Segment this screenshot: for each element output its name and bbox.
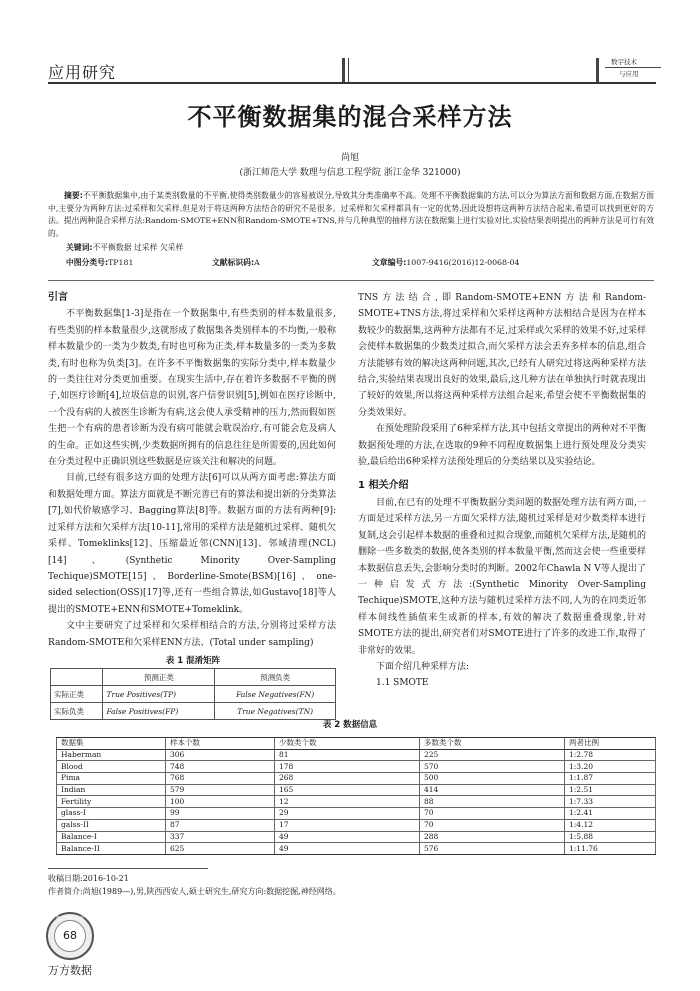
table-cell: 337: [166, 831, 275, 843]
table-row: [57, 749, 656, 761]
table-cell: 1:11.76: [565, 843, 656, 855]
table-cell: 1:4.12: [565, 819, 656, 831]
table-cell: Blood: [57, 761, 166, 773]
table-cell: Fertility: [57, 796, 166, 808]
section-1-heading: 1 相关介绍: [358, 480, 409, 492]
table-cell: 414: [420, 784, 565, 796]
intro-paragraph-1: 不平衡数据集[1-3]是指在一个数据集中,有些类别的样本数量很多,有些类别的样本数量很少,这就形成了数据集各类别样本的不均衡,一般称样本数量少的一类为少数类,有时也可称为正类,样本数量多的一类为多数类,有时也称为负类[3]。在许多不平衡数据集的实际分类中,样本数量少的一类往往对分类更加重要。在现实生活中,存在着许多数据不平衡的例子,如医疗诊断[4],垃圾信息的识别,客户信誉识别[5],例如在医疗诊断中,一个没有病的人被医生诊断为有病,这会使人承受精神的压力,然而假如医生把一个有病的患者诊断为没有病可能就会耽误治疗,有可能会危及病人的生命。正如这些实例,少类数据所拥有的信息往往是所需要的,因此如何在分类过程中正确识别这些数据是应该关注和解决的问题。: [48, 309, 336, 468]
table-cell: False Positives(FP): [103, 703, 215, 720]
table-cell: 288: [420, 831, 565, 843]
table-cell: 12: [275, 796, 420, 808]
keywords-label: 关键词:: [66, 243, 93, 252]
table-cell: True Negatives(TN): [215, 703, 336, 720]
table-cell: 实际负类: [51, 703, 103, 720]
keywords-text: 不平衡数据 过采样 欠采样: [92, 243, 184, 252]
abstract-label: 摘要:: [64, 191, 83, 200]
table-cell: [51, 669, 103, 686]
table-cell: 81: [275, 749, 420, 761]
right-column: [358, 290, 646, 692]
watermark: 万方数据: [48, 964, 92, 977]
table-cell: 579: [166, 784, 275, 796]
table-cell: 570: [420, 761, 565, 773]
table-header-cell: 两者比例: [565, 738, 656, 750]
table-cell: 1:5.88: [565, 831, 656, 843]
table1-caption: 表 1 混淆矩阵: [165, 656, 221, 666]
header-rule: [48, 82, 656, 84]
article-number: [372, 257, 520, 268]
confusion-matrix-table: [50, 668, 336, 720]
table-cell: Balance-II: [57, 843, 166, 855]
table-cell: 17: [275, 819, 420, 831]
clc-value: TP181: [108, 258, 134, 267]
table-row: [57, 796, 656, 808]
document-code: [212, 257, 260, 268]
left-column: [48, 290, 336, 651]
subsection-heading: 1.1 SMOTE: [376, 678, 429, 689]
table-cell: Indian: [57, 784, 166, 796]
table-cell: 29: [275, 808, 420, 820]
table-cell: 88: [420, 796, 565, 808]
page-number: 68: [54, 920, 86, 952]
table-cell: 748: [166, 761, 275, 773]
table-row: [57, 819, 656, 831]
doc-label: 文献标识码:: [212, 258, 255, 267]
table-cell: 165: [275, 784, 420, 796]
table-row: [57, 843, 656, 855]
article-value: 1007-9416(2016)12-0068-04: [406, 258, 520, 267]
table-cell: 768: [166, 773, 275, 785]
journal-logo-line2: 与应用: [619, 70, 639, 78]
abstract: [48, 190, 654, 240]
table-row: [57, 761, 656, 773]
table-cell: 49: [275, 831, 420, 843]
table-cell: 70: [420, 808, 565, 820]
author-name: 尚旭: [340, 153, 359, 163]
table-cell: True Positives(TP): [103, 686, 215, 703]
intro-paragraph-2: 目前,已经有很多这方面的处理方法[6]可以从两方面考虑:算法方面和数据处理方面。算法方面就是不断完善已有的算法和提出新的分类算法[7],如代价敏感学习、Bagging算法[8]等。数据方面的方法有两种[9]:过采样方法和欠采样方法[10-11],常用的采样方法是随机过采样、随机欠采样、Tomeklinks[12]、压缩最近邻(CNN)[13]、邻域清理(NCL)[14]、(Synthetic Minority Over-Sampling Techique)SMOTE[15]、Borderline-Smote(BSM)[16]、one-sided selection(OSS)[17]等,还有一些组合算法,如Gustavo[18]等人提出的SMOTE+ENN和SMOTE+Tomeklink。: [48, 473, 337, 615]
table-cell: 1:2.51: [565, 784, 656, 796]
table-cell: glass-I: [57, 808, 166, 820]
table-header-row: [57, 738, 656, 750]
table-row: [57, 773, 656, 785]
header-divider: [348, 58, 349, 82]
table-cell: 100: [166, 796, 275, 808]
table-cell: 预测正类: [103, 669, 215, 686]
badge-journal-text: 数字技术与应用: [56, 915, 84, 920]
table-cell: 实际正类: [51, 686, 103, 703]
table-cell: 49: [275, 843, 420, 855]
table-header-cell: 样本个数: [166, 738, 275, 750]
table-row: [57, 831, 656, 843]
received-date: 收稿日期:2016-10-21: [48, 874, 129, 883]
abstract-text: 不平衡数据集中,由于某类别数量的不平衡,使得类别数量少的容易被误分,导致其分类准确率不高。处理不平衡数据集的方法,可以分为算法方面和数据方面,在数据方面中,主要分为两种方法:过采样和欠采样,但是对于将这两种方法结合的研究不是很多。过采样和欠采样都具有一定的优势,因此设想将这两种方法结合起来,希望可以找到更好的方法。提出两种混合采样方法:Random-SMOTE+ENN和Random-SMOTE+TNS,并与几种典型的抽样方法在数据集上进行实验对比,实验结果表明提出的两种方法是可行有效的。: [48, 191, 654, 238]
table-cell: 576: [420, 843, 565, 855]
intro-paragraph-3: 文中主要研究了过采样和欠采样相结合的方法,分别将过采样方法Random-SMOTE和欠采样ENN方法、(Total under sampling): [48, 621, 336, 648]
table-cell: 1:3.20: [565, 761, 656, 773]
table-header-cell: 数据集: [57, 738, 166, 750]
clc-label: 中图分类号:: [66, 258, 109, 267]
table-cell: 87: [166, 819, 275, 831]
table-cell: Pima: [57, 773, 166, 785]
table-row: [51, 703, 336, 720]
meta-rule: [48, 280, 654, 281]
table2-caption: 表 2 数据信息: [322, 720, 378, 730]
body-paragraph: 下面介绍几种采样方法:: [376, 661, 470, 672]
author-bio: 作者简介:尚旭(1989—),男,陕西西安人,硕士研究生,研究方向:数据挖掘,神经网络。: [48, 887, 341, 896]
table-cell: 225: [420, 749, 565, 761]
table2-body: [57, 749, 656, 854]
table-cell: 625: [166, 843, 275, 855]
section-label: 应用研究: [48, 63, 117, 82]
table-cell: Haberman: [57, 749, 166, 761]
body-paragraph: 在预处理阶段采用了6种采样方法,其中包括文章提出的两种对不平衡数据预处理的方法,在选取的9种不同程度数据集上进行预处理及分类实验,最后给出6种采样方法预处理后的分类结果以及实验结论。: [358, 424, 646, 468]
table-cell: 268: [275, 773, 420, 785]
header-divider: [596, 58, 599, 82]
doc-value: A: [254, 258, 260, 267]
keywords: [66, 242, 183, 253]
table-cell: Balance-I: [57, 831, 166, 843]
table-row: [51, 686, 336, 703]
table-cell: 99: [166, 808, 275, 820]
table-cell: 178: [275, 761, 420, 773]
article-title: 不平衡数据集的混合采样方法: [187, 102, 513, 131]
table-row: [57, 784, 656, 796]
table-row: [57, 808, 656, 820]
table-cell: galss-II: [57, 819, 166, 831]
body-paragraph-continued: TNS方法结合,即Random-SMOTE+ENN方法和Random-SMOTE+TNS方法,将过采样和欠采样这两种方法相结合是因为在样本数较少的数据集,这两种方法都有不足,过采样或欠采样的效果不好,过采样会使样本数据集的少数类过拟合,而欠采样方法会丢弃多样本的信息,组合方法能够有效的解决这两种问题,其次,已经有人研究过将这两种采样方法结合,实验结果表现出良好的效果,最后,这几种方法在单独执行时就表现出了较好的效果,所以将这两种采样方法组合起来,希望会使不平衡数据集的分类效果好。: [358, 293, 646, 418]
table-header-cell: 少数类个数: [275, 738, 420, 750]
intro-heading: 引言: [48, 292, 68, 303]
clc-number: [66, 257, 133, 268]
table-header-cell: 多数类个数: [420, 738, 565, 750]
body-paragraph: 目前,在已有的处理不平衡数据分类问题的数据处理方法有两方面,一方面是过采样方法,另一方面欠采样方法,随机过采样是对少数类样本进行复制,这会引起样本数据的重叠和过拟合现象,而随机欠采样方法,是随机的删除一些多数类的数据,使各类别的样本数量平衡,然而这会使一些重要样本数据信息丢失,会影响分类时的判断。2002年Chawla N V等人提出了一种启发式方法:(Synthetic Minority Over-Sampling Techique)SMOTE,这种方法与随机过采样方法不同,人为的在同类近邻样本间线性插值来生成新的样本,有效的解决了数据重叠现象,针对SMOTE方法的提出,研究者们对SMOTE进行了许多的改进工作,取得了非常好的效果。: [358, 497, 646, 656]
journal-logo-line1: 数字技术: [605, 58, 661, 68]
footnote-rule: [48, 868, 208, 869]
article-label: 文章编号:: [372, 258, 407, 267]
page-number-badge: [46, 912, 94, 960]
table-cell: 1:1.87: [565, 773, 656, 785]
header-divider: [342, 58, 345, 82]
affiliation: (浙江师范大学 数理与信息工程学院 浙江金华 321000): [239, 168, 461, 178]
table-cell: 1:7.33: [565, 796, 656, 808]
table-cell: 预测负类: [215, 669, 336, 686]
table-cell: 70: [420, 819, 565, 831]
table-cell: 1:2.78: [565, 749, 656, 761]
table-cell: 1:2.41: [565, 808, 656, 820]
dataset-info-table: [56, 737, 656, 855]
table-cell: 500: [420, 773, 565, 785]
table-cell: False Negatives(FN): [215, 686, 336, 703]
table-cell: 306: [166, 749, 275, 761]
table-row: [51, 669, 336, 686]
